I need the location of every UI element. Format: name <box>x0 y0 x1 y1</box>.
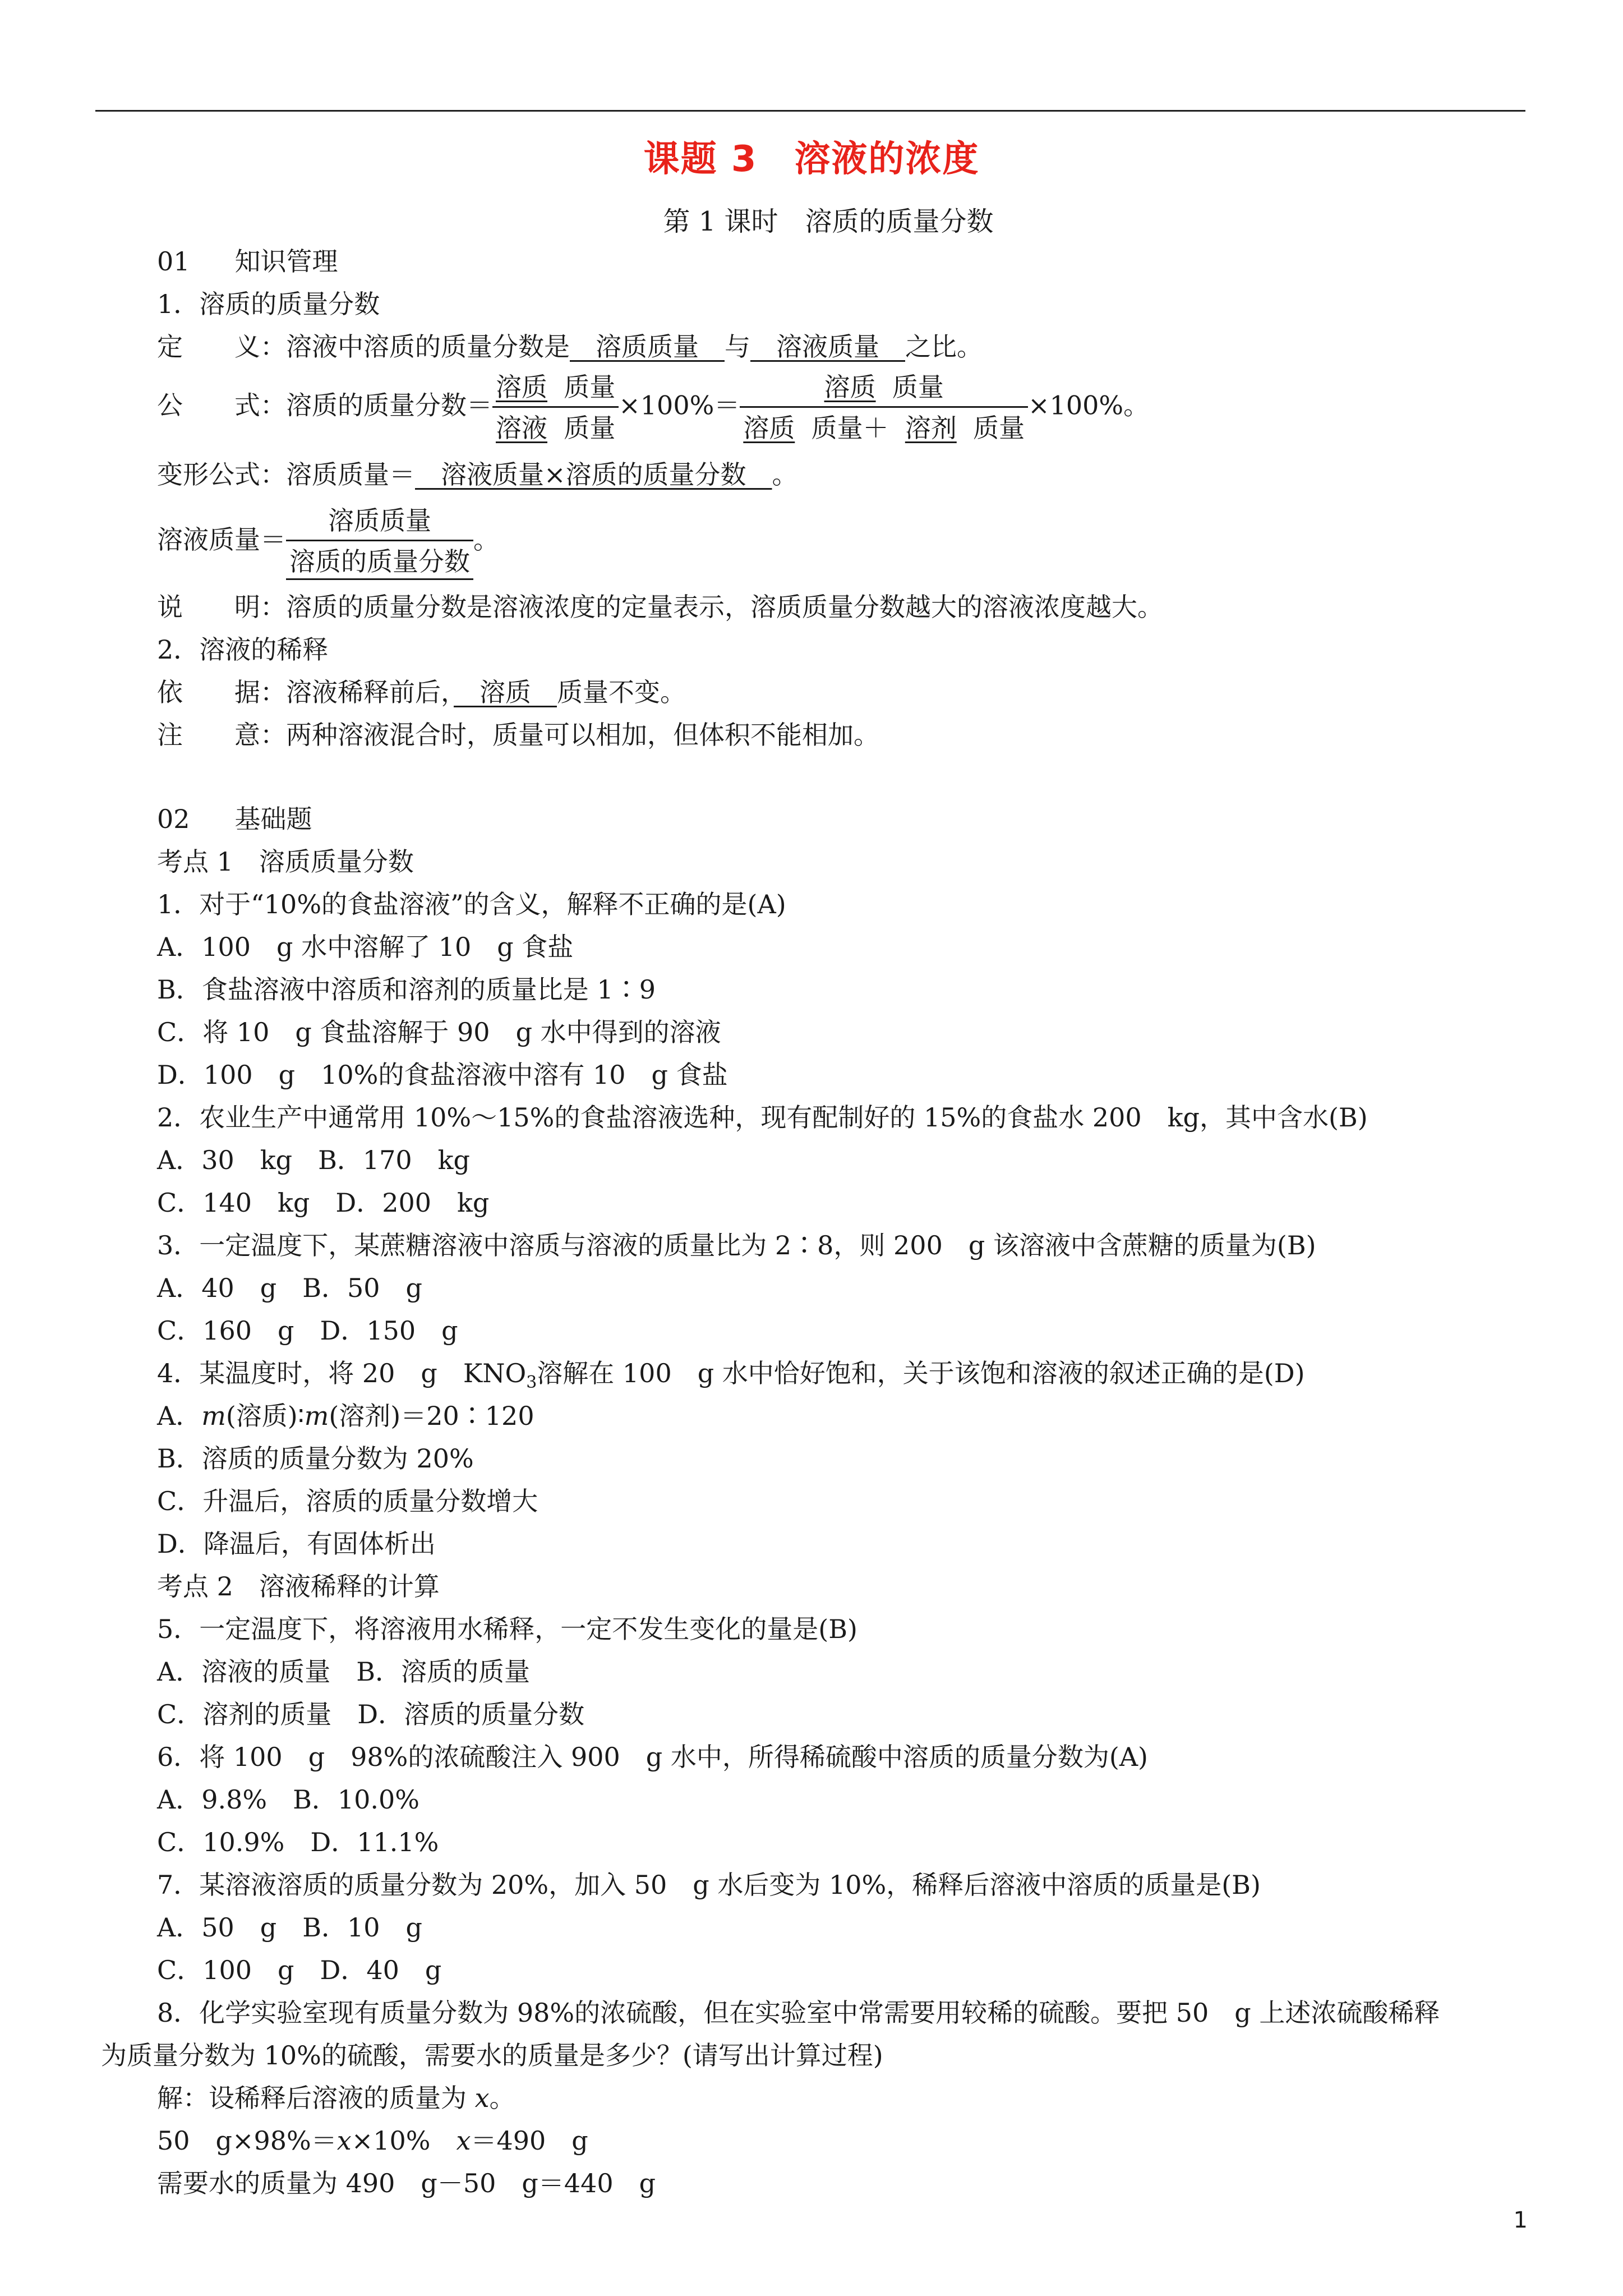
option-line: C．140 kg D．200 kg <box>157 1188 490 1218</box>
question-1: 1．对于“10%的食盐溶液”的含义，解释不正确的是(A) <box>157 889 786 919</box>
fraction: $\frac{\text{溶质 质量}}{\text{溶质 质量＋ 溶剂 质量}}$ <box>740 370 1028 445</box>
question-7: 7．某溶液溶质的质量分数为 20%，加入 50 g 水后变为 10%，稀释后溶液中溶质的质量是(B) <box>157 1870 1261 1900</box>
topic-heading: 考点 1 溶质质量分数 <box>157 846 414 877</box>
section-heading <box>157 245 338 278</box>
definition-line: 定 义：溶液中溶质的质量分数是 溶质质量 与 溶液质量 之比。 <box>157 332 983 362</box>
section-name: 基础题 <box>234 804 312 834</box>
solution-line: 需要水的质量为 490 g－50 g＝440 g <box>157 2168 656 2198</box>
header-rule <box>95 110 1525 112</box>
option-line: A．m(溶质)∶m(溶剂)＝20∶120 <box>157 1401 534 1431</box>
option-line: C．100 g D．40 g <box>157 1955 442 1985</box>
section-name: 知识管理 <box>234 246 338 277</box>
option-line: A．30 kg B．170 kg <box>157 1145 470 1175</box>
answer-blank: 溶质 <box>454 677 557 707</box>
fraction: $\frac{\text{溶质质量}}{\text{溶质的质量分数}}$ <box>286 504 473 580</box>
question-8-line-1: 8．化学实验室现有质量分数为 98%的浓硫酸，但在实验室中常需要用较稀的硫酸。要把 50 g 上述浓硫酸稀释 <box>157 1998 1440 2028</box>
page-subtitle: 第 1 课时 溶质的质量分数 <box>663 206 994 237</box>
explanation-line: 说 明：溶质的质量分数是溶液浓度的定量表示，溶质质量分数越大的溶液浓度越大。 <box>157 592 1163 622</box>
question-4: 4．某温度时，将 20 g $KNO_3$溶解在 100 g 水中恰好饱和，关于该饱和溶液的叙述正确的是(D) <box>157 1358 1305 1393</box>
option-line: C．溶剂的质量 D．溶质的质量分数 <box>157 1699 585 1729</box>
question-6: 6．将 100 g 98%的浓硫酸注入 900 g 水中，所得稀硫酸中溶质的质量分数为(A) <box>157 1742 1148 1772</box>
transform-formula-line: 变形公式：溶质质量＝ 溶液质量×溶质的质量分数 。 <box>157 459 798 490</box>
basis-line: 依 据：溶液稀释前后， 溶质 质量不变。 <box>157 677 686 707</box>
option-line: D．100 g 10%的食盐溶液中溶有 10 g 食盐 <box>157 1060 728 1090</box>
note-line: 注 意：两种溶液混合时，质量可以相加，但体积不能相加。 <box>157 720 879 750</box>
section-number: 01 <box>157 246 190 277</box>
option-line: B．溶质的质量分数为 20% <box>157 1443 474 1474</box>
page-number: 1 <box>1513 2207 1528 2233</box>
section-number: 02 <box>157 804 190 834</box>
knowledge-heading: 1．溶质的质量分数 <box>157 289 380 319</box>
option-line: D．降温后，有固体析出 <box>157 1529 436 1559</box>
option-line: B．食盐溶液中溶质和溶剂的质量比是 1∶9 <box>157 974 656 1005</box>
solution-line: 50 g×98%＝x×10% x＝490 g <box>157 2125 588 2156</box>
option-line: A．100 g 水中溶解了 10 g 食盐 <box>157 932 574 962</box>
option-line: A．40 g B．50 g <box>157 1273 422 1303</box>
question-2: 2．农业生产中通常用 10%～15%的食盐溶液选种，现有配制好的 15%的食盐水 200 kg，其中含水(B) <box>157 1102 1368 1133</box>
solution-mass-line: 溶液质量＝ $\frac{\text{溶质质量}}{\text{溶质的质量分数}}$ 。 <box>157 504 499 580</box>
option-line: A．溶液的质量 B．溶质的质量 <box>157 1657 531 1687</box>
answer-blank: 溶液质量 <box>750 332 905 362</box>
option-line: C．升温后，溶质的质量分数增大 <box>157 1486 538 1516</box>
topic-heading: 考点 2 溶液稀释的计算 <box>157 1571 440 1602</box>
formula-line: 公 式：溶质的质量分数＝ $\frac{\text{溶质 质量}}{\text{溶液 质量}}$ ×100%＝ $\frac{\text{溶质 质量}}{\text{溶质 质量＋ 溶剂 质量}}$ ×100%。 <box>157 370 1149 445</box>
question-3: 3．一定温度下，某蔗糖溶液中溶质与溶液的质量比为 2∶8，则 200 g 该溶液中含蔗糖的质量为(B) <box>157 1230 1316 1260</box>
option-line: C．10.9% D．11.1% <box>157 1827 439 1857</box>
option-line: A．50 g B．10 g <box>157 1912 422 1943</box>
question-5: 5．一定温度下，将溶液用水稀释，一定不发生变化的量是(B) <box>157 1614 857 1644</box>
answer-blank: 溶液质量×溶质的质量分数 <box>415 459 772 490</box>
answer-blank: 溶质质量 <box>570 332 725 362</box>
option-line: C．160 g D．150 g <box>157 1315 458 1346</box>
solution-line: 解：设稀释后溶液的质量为 x。 <box>157 2083 515 2113</box>
option-line: A．9.8% B．10.0% <box>157 1784 420 1815</box>
knowledge-heading: 2．溶液的稀释 <box>157 634 329 665</box>
option-line: C．将 10 g 食盐溶解于 90 g 水中得到的溶液 <box>157 1017 721 1047</box>
fraction: $\frac{\text{溶质 质量}}{\text{溶液 质量}}$ <box>492 370 619 445</box>
question-8-line-2: 为质量分数为 10%的硫酸，需要水的质量是多少？(请写出计算过程) <box>101 2040 883 2070</box>
section-heading <box>157 802 312 836</box>
page-title: 课题 3 溶液的浓度 <box>643 139 980 180</box>
